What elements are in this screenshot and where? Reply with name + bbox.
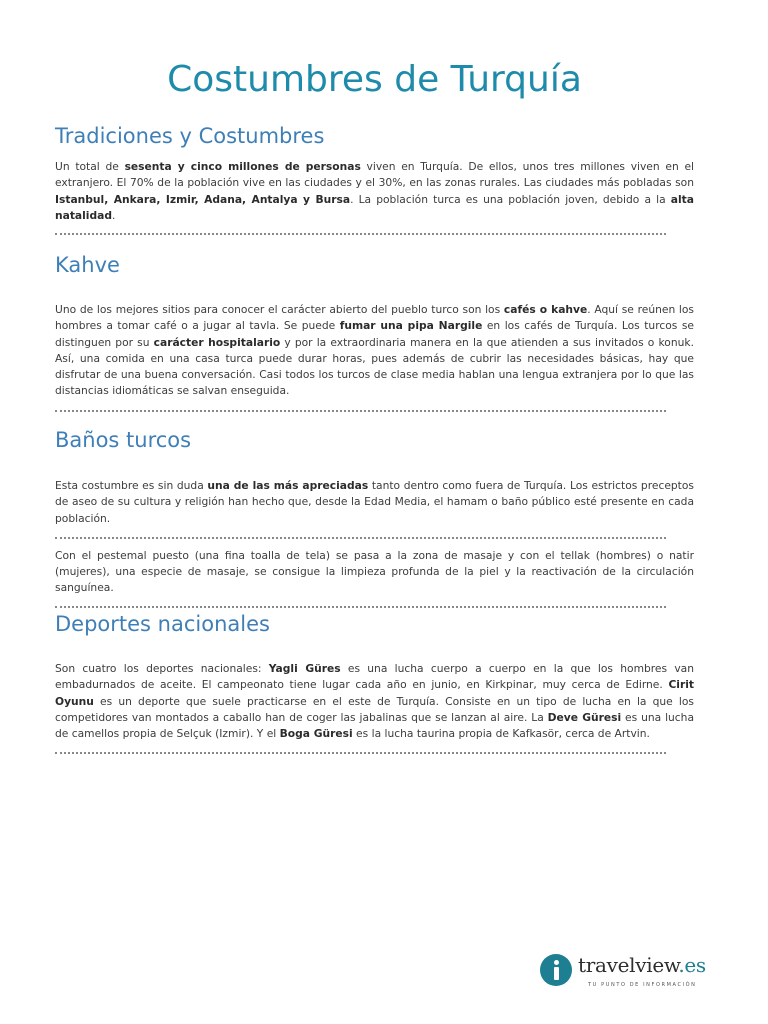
dotted-separator [55, 410, 666, 412]
dotted-separator [55, 233, 666, 235]
section-heading: Baños turcos [55, 428, 192, 452]
info-icon [540, 954, 572, 986]
document-page [55, 0, 695, 741]
section-kahve [55, 251, 694, 412]
page-title: Costumbres de Turquía [167, 59, 582, 100]
text-run: . [111, 208, 116, 222]
text-run: Esta costumbre es sin duda [55, 479, 208, 492]
section-paragraph [55, 661, 694, 742]
bold-text: cafés o kahve [503, 303, 588, 316]
dotted-separator [55, 537, 666, 539]
logo-tagline: TU PUNTO DE INFORMACIÓN [588, 982, 697, 988]
bold-text: sesenta y cinco millones de personas [124, 160, 361, 173]
bold-text: fumar una pipa Nargile [339, 319, 483, 333]
section-banos [55, 426, 694, 608]
text-run: Son cuatro los deportes nacionales: [55, 662, 269, 675]
text-run: es un deporte que suele practicarse en el este de Turquía. Consiste en un tipo de lucha en la que los competidores van montados a caballo han de coger las jabalinas que se lanzan al aire. La [55, 694, 694, 724]
bold-text: Istanbul, Ankara, Izmir, Adana, Antalya y Bursa [55, 192, 351, 206]
section-tradiciones [55, 122, 694, 235]
logo-name: travelview [578, 953, 679, 977]
section-paragraph [55, 478, 694, 527]
section-heading: Deportes nacionales [55, 612, 270, 636]
bold-text: carácter hospitalario [153, 335, 281, 349]
section-paragraph [55, 548, 694, 597]
dotted-separator [55, 606, 666, 608]
text-run: . La población turca es una población joven, debido a la [350, 192, 671, 206]
text-run: Un total de [55, 160, 125, 173]
bold-text: Deve Güresi [547, 710, 622, 724]
section-heading: Tradiciones y Costumbres [55, 124, 325, 148]
text-run: es una lucha cuerpo a cuerpo en la que los hombres van embadurnados de aceite. El campeonato tiene lugar cada año en junio, en Kirkpinar, muy cerca de Edirne. [55, 662, 694, 692]
text-run: Uno de los mejores sitios para conocer el carácter abierto del pueblo turco son los [55, 303, 504, 316]
bold-text: una de las más apreciadas [207, 479, 369, 492]
text-run: es una lucha de camellos propia de Selçuk (Izmir). Y el [55, 710, 695, 741]
text-run: tanto dentro como fuera de Turquía. Los estrictos preceptos de aseo de su cultura y religión han hecho que, desde la Edad Media, el hamam o baño público esté presente en cada población. [55, 479, 694, 525]
logo-wordmark [578, 953, 706, 977]
text-run: Con el pestemal puesto (una fina toalla de tela) se pasa a la zona de masaje y con el tellak (hombres) o natir (mujeres), una especie de masaje, se consigue la limpieza profunda de la piel y la reactivación de la circulación sanguínea. [55, 548, 694, 595]
text-run: es la lucha taurina propia de Kafkasör, cerca de Artvin. [352, 727, 650, 741]
dotted-separator [55, 752, 666, 754]
text-run: y por la extraordinaria manera en la que atienden a sus invitados o konuk. Así, una comida en una casa turca puede durar horas, pues además de cubrir las necesidades básicas, hay que disfrutar de una buena conversación. Casi todos los turcos de clase media hablan una lengua extranjera por lo que las distancias idiomáticas se salvan enseguida. [55, 335, 694, 398]
text-run: viven en Turquía. De ellos, unos tres millones viven en el extranjero. El 70% de la población vive en las ciudades y el 30%, en las zonas rurales. Las ciudades más pobladas son [55, 160, 694, 190]
bold-text: Cirit Oyunu [55, 678, 694, 708]
section-paragraph [55, 159, 694, 224]
section-paragraph [55, 302, 694, 400]
bold-text: alta natalidad [55, 192, 694, 222]
section-heading: Kahve [55, 253, 120, 277]
bold-text: Boga Güresi [279, 727, 353, 741]
bold-text: Yagli Güres [268, 662, 341, 675]
text-run: . Aquí se reúnen los hombres a tomar café o a jugar al tavla. Se puede [55, 303, 695, 333]
travelview-logo [540, 952, 720, 992]
section-deportes [55, 610, 694, 754]
logo-tld: .es [678, 953, 706, 977]
text-run: en los cafés de Turquía. Los turcos se distinguen por su [55, 319, 694, 349]
